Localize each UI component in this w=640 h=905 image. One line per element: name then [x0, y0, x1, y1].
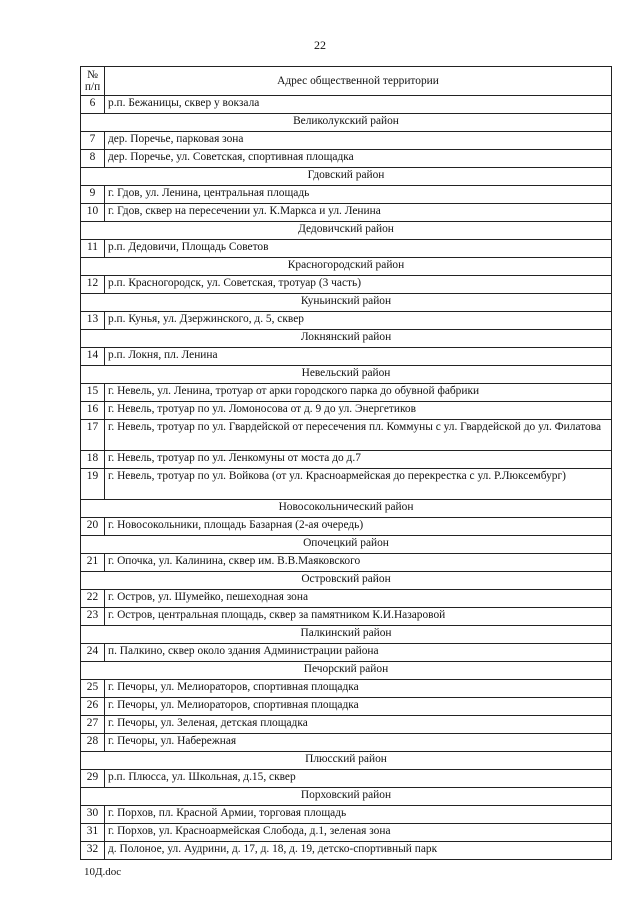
district-name: Красногородский район [81, 258, 612, 276]
row-number: 11 [81, 240, 105, 258]
table-row [81, 204, 612, 222]
row-address: р.п. Локня, пл. Ленина [105, 348, 612, 366]
table-header-row [81, 67, 612, 96]
district-name: Островский район [81, 572, 612, 590]
table-row [81, 150, 612, 168]
district-name: Палкинский район [81, 626, 612, 644]
district-row [81, 330, 612, 348]
district-name: Новосокольнический район [81, 500, 612, 518]
district-name: Опочецкий район [81, 536, 612, 554]
row-number: 31 [81, 824, 105, 842]
row-number: 17 [81, 420, 105, 451]
row-address: г. Печоры, ул. Мелиораторов, спортивная площадка [105, 680, 612, 698]
table-row [81, 96, 612, 114]
district-name: Великолукский район [81, 114, 612, 132]
district-row [81, 168, 612, 186]
row-number: 29 [81, 770, 105, 788]
district-row [81, 114, 612, 132]
table-row [81, 734, 612, 752]
header-address: Адрес общественной территории [105, 67, 612, 96]
table-row [81, 420, 612, 451]
header-number [81, 67, 105, 96]
district-name: Печорский район [81, 662, 612, 680]
district-row [81, 572, 612, 590]
row-number: 28 [81, 734, 105, 752]
row-number: 30 [81, 806, 105, 824]
table-row [81, 132, 612, 150]
table-body [81, 96, 612, 860]
table-row [81, 698, 612, 716]
row-address: р.п. Дедовичи, Площадь Советов [105, 240, 612, 258]
district-row [81, 366, 612, 384]
row-address: р.п. Бежаницы, сквер у вокзала [105, 96, 612, 114]
row-address: г. Печоры, ул. Зеленая, детская площадка [105, 716, 612, 734]
row-address: г. Гдов, ул. Ленина, центральная площадь [105, 186, 612, 204]
row-address: г. Остров, центральная площадь, сквер за памятником К.И.Назаровой [105, 608, 612, 626]
table-row [81, 348, 612, 366]
row-number: 12 [81, 276, 105, 294]
document-filename: 10Д.doc [84, 866, 122, 878]
district-row [81, 222, 612, 240]
district-row [81, 788, 612, 806]
district-name: Гдовский район [81, 168, 612, 186]
district-name: Куньинский район [81, 294, 612, 312]
district-name: Дедовичский район [81, 222, 612, 240]
row-address: г. Опочка, ул. Калинина, сквер им. В.В.Маяковского [105, 554, 612, 572]
row-number: 26 [81, 698, 105, 716]
row-address: р.п. Кунья, ул. Дзержинского, д. 5, сквер [105, 312, 612, 330]
table-row [81, 384, 612, 402]
row-number: 27 [81, 716, 105, 734]
table-row [81, 276, 612, 294]
table-row [81, 240, 612, 258]
district-row [81, 752, 612, 770]
row-address: г. Остров, ул. Шумейко, пешеходная зона [105, 590, 612, 608]
table-row [81, 806, 612, 824]
row-number: 20 [81, 518, 105, 536]
table-row [81, 716, 612, 734]
row-address: г. Печоры, ул. Мелиораторов, спортивная площадка [105, 698, 612, 716]
table-row [81, 644, 612, 662]
row-address: г. Невель, тротуар по ул. Войкова (от ул. Красноармейская до перекрестка с ул. Р.Люксембург) [105, 469, 612, 500]
row-address: г. Невель, тротуар по ул. Ленкомуны от моста до д.7 [105, 451, 612, 469]
table-row [81, 186, 612, 204]
row-number: 24 [81, 644, 105, 662]
row-address: р.п. Красногородск, ул. Советская, тротуар (3 часть) [105, 276, 612, 294]
table-row [81, 842, 612, 860]
row-address: д. Полоное, ул. Аудрини, д. 17, д. 18, д. 19, детско-спортивный парк [105, 842, 612, 860]
row-number: 18 [81, 451, 105, 469]
row-address: г. Порхов, пл. Красной Армии, торговая площадь [105, 806, 612, 824]
table-row [81, 554, 612, 572]
district-row [81, 294, 612, 312]
row-address: г. Невель, тротуар по ул. Гвардейской от пересечения пл. Коммуны с ул. Гвардейской до ул. Филатова [105, 420, 612, 451]
district-row [81, 500, 612, 518]
page-number: 22 [314, 38, 326, 52]
row-number: 13 [81, 312, 105, 330]
row-address: р.п. Плюсса, ул. Школьная, д.15, сквер [105, 770, 612, 788]
row-address: г. Новосокольники, площадь Базарная (2-ая очередь) [105, 518, 612, 536]
district-name: Невельский район [81, 366, 612, 384]
district-name: Локнянский район [81, 330, 612, 348]
table-row [81, 469, 612, 500]
table-row [81, 312, 612, 330]
row-number: 7 [81, 132, 105, 150]
row-address: г. Порхов, ул. Красноармейская Слобода, д.1, зеленая зона [105, 824, 612, 842]
row-number: 23 [81, 608, 105, 626]
row-number: 9 [81, 186, 105, 204]
row-address: дер. Поречье, парковая зона [105, 132, 612, 150]
row-address: дер. Поречье, ул. Советская, спортивная площадка [105, 150, 612, 168]
row-address: г. Печоры, ул. Набережная [105, 734, 612, 752]
row-number: 8 [81, 150, 105, 168]
table-row [81, 770, 612, 788]
row-number: 19 [81, 469, 105, 500]
row-number: 21 [81, 554, 105, 572]
row-number: 10 [81, 204, 105, 222]
row-address: г. Невель, ул. Ленина, тротуар от арки городского парка до обувной фабрики [105, 384, 612, 402]
district-name: Плюсский район [81, 752, 612, 770]
table-row [81, 824, 612, 842]
row-address: п. Палкино, сквер около здания Администрации района [105, 644, 612, 662]
table-row [81, 518, 612, 536]
table-row [81, 608, 612, 626]
row-number: 6 [81, 96, 105, 114]
district-row [81, 662, 612, 680]
row-number: 15 [81, 384, 105, 402]
table-row [81, 402, 612, 420]
district-row [81, 626, 612, 644]
district-row [81, 258, 612, 276]
row-number: 32 [81, 842, 105, 860]
row-address: г. Невель, тротуар по ул. Ломоносова от д. 9 до ул. Энергетиков [105, 402, 612, 420]
row-number: 22 [81, 590, 105, 608]
territory-table [80, 66, 612, 860]
table-row [81, 590, 612, 608]
table-row [81, 451, 612, 469]
row-number: 14 [81, 348, 105, 366]
district-name: Порховский район [81, 788, 612, 806]
row-number: 25 [81, 680, 105, 698]
header-number-label: № п/п [84, 69, 101, 93]
district-row [81, 536, 612, 554]
row-number: 16 [81, 402, 105, 420]
table-row [81, 680, 612, 698]
row-address: г. Гдов, сквер на пересечении ул. К.Маркса и ул. Ленина [105, 204, 612, 222]
